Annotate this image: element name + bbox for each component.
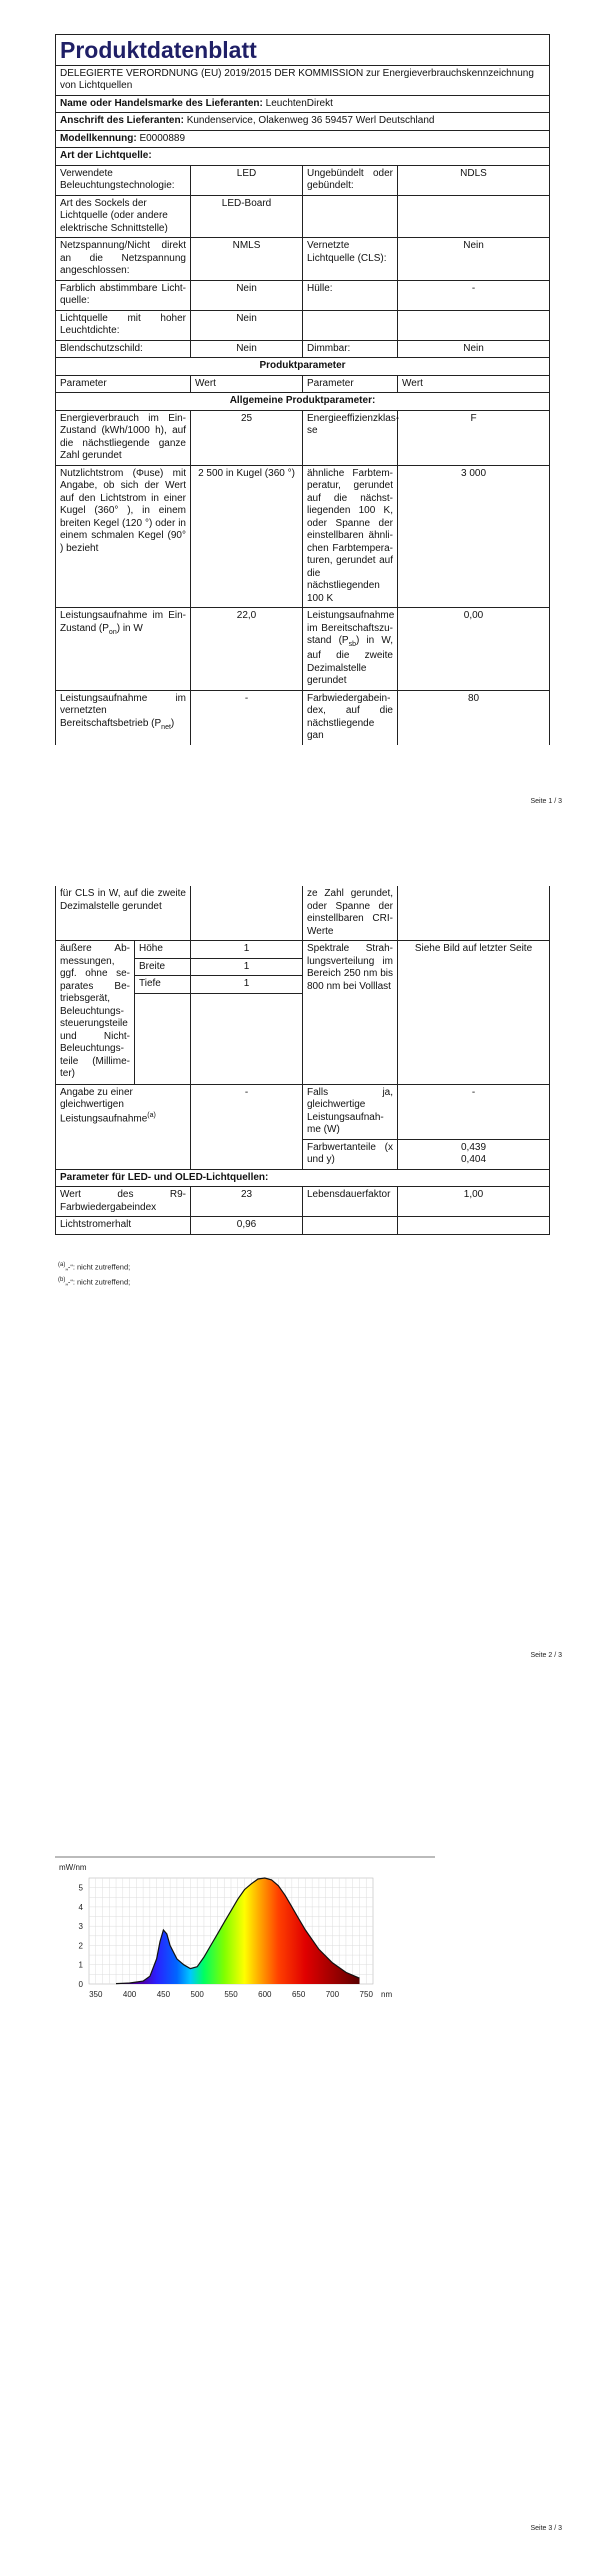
color-rendering-label-cont: ze Zahl gerundet, oder Spanne der einstellbaren CRI-Werte	[303, 886, 398, 941]
page-number-1: Seite 1 / 3	[530, 798, 562, 805]
width-value: 1	[191, 958, 303, 976]
y-tick-label: 5	[78, 1883, 83, 1893]
color-rendering-value-cont	[398, 886, 550, 941]
technology-label: Verwendete Beleuchtungstechnologie:	[56, 165, 191, 195]
luminous-flux-label: Nutzlichtstrom (Φuse) mit Angabe, ob sich der Wert auf den Lichtstrom in einer Kugel (360° ), in einem breiten Kegel (120 °) oder in einem schmalen Kegel (90° ) bezieht	[56, 465, 191, 608]
x-axis-unit-label: nm	[381, 1990, 393, 1999]
model-label: Modellkennung:	[60, 132, 137, 144]
equivalent-power-label: Angabe zu einer gleichwertigen Leistungsaufnahme$^{(a)}$	[56, 1084, 191, 1169]
address-label: Anschrift des Lieferanten:	[60, 115, 184, 127]
page-number-3: Seite 3 / 3	[530, 2525, 562, 2532]
energy-class-value: F	[398, 410, 550, 465]
chromaticity-label: Farbwertanteile (x und y)	[303, 1139, 398, 1169]
datasheet-table-page-2	[55, 886, 550, 1235]
equivalent-claim-value: -	[398, 1084, 550, 1139]
column-header-value: Wert	[191, 375, 303, 393]
socket-value: LED-Board	[191, 195, 303, 238]
color-rendering-value: 80	[398, 690, 550, 745]
x-tick-label: 700	[325, 1990, 340, 1999]
dimensions-blank-label	[135, 993, 191, 1084]
lumen-maintenance-label: Lichtstromerhalt	[56, 1217, 191, 1235]
footnote-b: $^{(b)}$„-“: nicht zutreffend;	[58, 1277, 131, 1287]
address-row	[56, 113, 550, 131]
y-tick-label: 1	[78, 1960, 83, 1970]
color-temperature-value: 3 000	[398, 465, 550, 608]
datasheet-table-page-1	[55, 34, 550, 745]
supplier-value: LeuchtenDirekt	[265, 97, 333, 109]
x-tick-label: 600	[258, 1990, 272, 1999]
dimensions-label: äußere Abmessungen, ggf. ohne separates Betriebsgerät, Beleuchtungssteuerungsteile und Nicht-Beleuchtungsteile (Millimeter)	[56, 941, 135, 1085]
networked-standby-label-cont: für CLS in W, auf die zweite Dezimalstelle gerundet	[56, 886, 191, 941]
column-header-parameter-2: Parameter	[303, 375, 398, 393]
dimmable-value: Nein	[398, 340, 550, 358]
on-mode-power-value: 22,0	[191, 608, 303, 690]
color-rendering-label: Farbwiedergabeindex, auf die nächstliegende gan	[303, 690, 398, 745]
high-luminance-empty-value	[398, 310, 550, 340]
high-luminance-label: Lichtquelle mit hoher Leuchtdichte:	[56, 310, 191, 340]
chromaticity-values	[398, 1139, 550, 1169]
spectral-distribution-label: Spektrale Strahlungsverteilung im Bereich 250 nm bis 800 nm bei Volllast	[303, 941, 398, 1085]
height-value: 1	[191, 941, 303, 959]
technology-value: LED	[191, 165, 303, 195]
envelope-label: Hülle:	[303, 280, 398, 310]
height-label: Höhe	[135, 941, 191, 959]
antiglare-value: Nein	[191, 340, 303, 358]
on-mode-power-label: Leistungsaufnahme im Ein-Zustand $(P_{on})$ in W	[56, 608, 191, 690]
lumen-maintenance-empty-value	[398, 1217, 550, 1235]
envelope-value: -	[398, 280, 550, 310]
regulation-text: DELEGIERTE VERORDNUNG (EU) 2019/2015 DER KOMMISSION zur Energieverbrauchskennzeichnung von Lichtquellen	[56, 65, 550, 95]
page-2	[0, 830, 604, 1690]
networked-standby-value: -	[191, 690, 303, 745]
high-luminance-empty-label	[303, 310, 398, 340]
x-tick-label: 500	[190, 1990, 204, 1999]
dimmable-label: Dimmbar:	[303, 340, 398, 358]
page-number-2: Seite 2 / 3	[530, 1652, 562, 1659]
x-tick-label: 450	[156, 1990, 171, 1999]
page-3	[0, 1690, 604, 2560]
y-tick-label: 3	[78, 1922, 83, 1932]
cls-value: Nein	[398, 238, 550, 281]
energy-consumption-value: 25	[191, 410, 303, 465]
tunable-value: Nein	[191, 280, 303, 310]
equivalent-power-value: -	[191, 1084, 303, 1169]
column-header-value-2: Wert	[398, 375, 550, 393]
column-header-parameter: Parameter	[56, 375, 191, 393]
general-params-heading: Allgemeine Produktparameter:	[56, 393, 550, 411]
antiglare-label: Blendschutzschild:	[56, 340, 191, 358]
tunable-label: Farblich abstimmbare Lichtquelle:	[56, 280, 191, 310]
light-source-type-heading: Art der Lichtquelle:	[56, 148, 550, 166]
dimensions-blank-value	[191, 993, 303, 1084]
r9-label: Wert des R9-Farbwiedergabeindex	[56, 1187, 191, 1217]
luminous-flux-value: 2 500 in Kugel (360 °)	[191, 465, 303, 608]
energy-consumption-label: Energieverbrauch im Ein-Zustand (kWh/1000 h), auf die nächstliegende ganze Zahl gerundet	[56, 410, 191, 465]
y-axis-unit-label: mW/nm	[59, 1863, 87, 1872]
lumen-maintenance-empty-label	[303, 1217, 398, 1235]
supplier-label: Name oder Handelsmarke des Lieferanten:	[60, 97, 263, 109]
socket-empty-label	[303, 195, 398, 238]
model-value: E0000889	[139, 132, 186, 144]
color-temperature-label: ähnliche Farbtemperatur, gerundet auf die nächstliegenden 100 K, oder Spanne der einstellbaren ähnlichen Farbtemperaturen, gerundet auf die nächstliegenden 100 K	[303, 465, 398, 608]
equivalent-claim-label: Falls ja, gleichwertige Leistungsaufnahme (W)	[303, 1084, 398, 1139]
depth-value: 1	[191, 976, 303, 994]
networked-standby-label: Leistungsaufnahme im vernetzten Bereitschaftsbetrieb $(P_{net})$	[56, 690, 191, 745]
mains-value: NMLS	[191, 238, 303, 281]
y-tick-label: 0	[78, 1980, 83, 1989]
socket-empty-value	[398, 195, 550, 238]
x-tick-label: 550	[224, 1990, 238, 1999]
model-row	[56, 130, 550, 148]
standby-power-label: Leistungsaufnahme im Bereitschaftszustand $(P_{sb})$ in W, auf die zweite Dezimalstelle gerundet	[303, 608, 398, 690]
x-tick-label: 400	[122, 1990, 137, 1999]
survival-factor-value: 1,00	[398, 1187, 550, 1217]
r9-value: 23	[191, 1187, 303, 1217]
chromaticity-x: 0,439	[460, 1141, 487, 1153]
mains-label: Netzspannung/Nicht direkt an die Netzspannung angeschlossen:	[56, 238, 191, 281]
nondirected-value: NDLS	[398, 165, 550, 195]
footnote-a: $^{(a)}$„-“: nicht zutreffend;	[58, 1262, 131, 1272]
socket-label: Art des Sockels der Lichtquelle (oder andere elektrische Schnittstelle)	[56, 195, 191, 238]
nondirected-label: Ungebündelt oder gebündelt:	[303, 165, 398, 195]
width-label: Breite	[135, 958, 191, 976]
cls-label: Vernetzte Lichtquelle (CLS):	[303, 238, 398, 281]
supplier-row	[56, 95, 550, 113]
y-tick-label: 2	[78, 1941, 83, 1951]
spectral-distribution-value: Siehe Bild auf letzter Seite	[398, 941, 550, 1085]
x-tick-label: 650	[291, 1990, 306, 1999]
address-value: Kundenservice, Olakenweg 36 59457 Werl Deutschland	[186, 115, 435, 127]
y-tick-label: 4	[78, 1902, 83, 1912]
chromaticity-y: 0,404	[460, 1154, 487, 1165]
lumen-maintenance-value: 0,96	[191, 1217, 303, 1235]
x-tick-label: 750	[359, 1990, 373, 1999]
energy-class-label: Energieeffizienzklasse	[303, 410, 398, 465]
x-tick-label: 350	[89, 1990, 103, 1999]
spectral-distribution-chart	[55, 1856, 435, 2006]
high-luminance-value: Nein	[191, 310, 303, 340]
survival-factor-label: Lebensdauerfaktor	[303, 1187, 398, 1217]
standby-power-value: 0,00	[398, 608, 550, 690]
networked-standby-value-cont	[191, 886, 303, 941]
depth-label: Tiefe	[135, 976, 191, 994]
led-params-heading: Parameter für LED- und OLED-Lichtquellen:	[56, 1169, 550, 1187]
document-title: Produktdatenblatt	[56, 35, 550, 66]
product-params-heading: Produktparameter	[56, 358, 550, 376]
page-1	[0, 0, 604, 830]
